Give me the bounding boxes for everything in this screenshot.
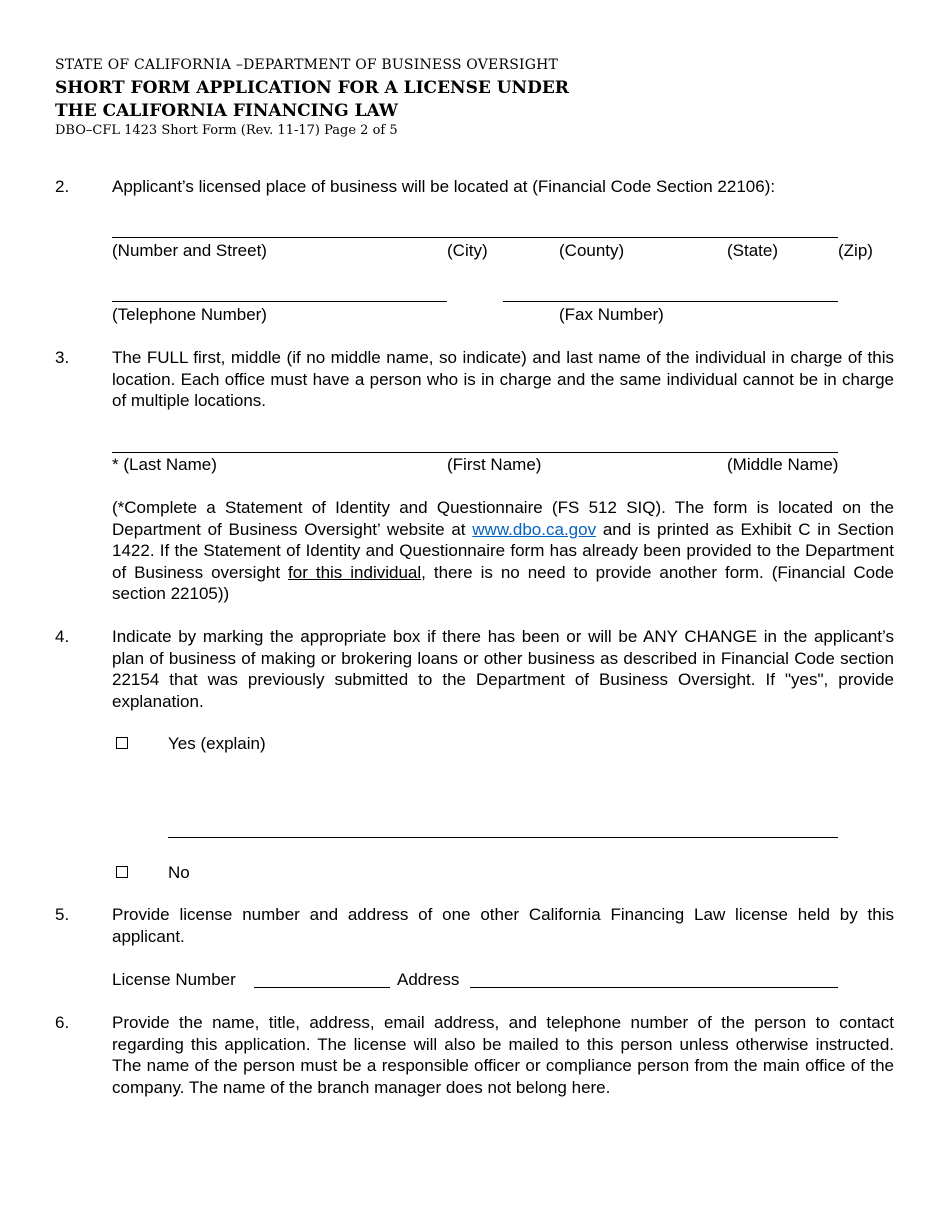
q3-note [112,497,894,605]
middle-name-label: (Middle Name) [727,455,839,474]
form-title-line1: SHORT FORM APPLICATION FOR A LICENSE UNDER [55,78,569,98]
fax-line[interactable] [503,301,838,302]
address-line[interactable] [112,237,838,238]
license-number-line[interactable] [254,987,390,988]
street-label: (Number and Street) [112,241,267,260]
state-label: (State) [727,241,779,260]
q5-number: 5. [55,905,70,924]
city-label: (City) [447,241,488,260]
license-number-label: License Number [112,970,236,989]
address-label: Address [397,970,460,989]
license-address-line[interactable] [470,987,838,988]
yes-label: Yes (explain) [168,734,266,753]
q4-text: Indicate by marking the appropriate box if there has been or will be ANY CHANGE in the applicant’s plan of business of making or brokering loans or other business as described in Financial Code section 22154 that was previously submitted to the Department of Business Oversight. If "yes", provide explanation. [112,627,894,711]
last-name-label: * (Last Name) [112,455,217,474]
q3-note-part2: and is printed as Exhibit C in Section 1422. If the Statement of Identity and Questionnaire form has already been provided to the Department of Business oversight [112,519,894,582]
q3-note-part3: , there is no need to provide another form. (Financial Code section 22105)) [112,562,894,603]
agency-header: STATE OF CALIFORNIA –DEPARTMENT OF BUSINESS OVERSIGHT [55,57,559,73]
q3-text: The FULL first, middle (if no middle name, so indicate) and last name of the individual in charge of this location. Each office must have a person who is in charge and the same individual cannot be in charge of multiple locations. [112,348,894,410]
no-checkbox[interactable] [116,866,128,878]
q6-number: 6. [55,1013,70,1032]
q4-number: 4. [55,627,70,646]
first-name-label: (First Name) [447,455,542,474]
telephone-line[interactable] [112,301,447,302]
explanation-line[interactable] [168,837,838,838]
q2-text: Applicant’s licensed place of business will be located at (Financial Code Section 22106): [112,177,776,196]
telephone-label: (Telephone Number) [112,305,267,324]
q3-number: 3. [55,348,70,367]
county-label: (County) [559,241,625,260]
q3-note-underlined: for this individual [288,562,422,582]
dbo-website-link[interactable]: www.dbo.ca.gov [472,519,597,539]
fax-label: (Fax Number) [559,305,664,324]
zip-label: (Zip) [838,241,873,260]
form-title-line2: THE CALIFORNIA FINANCING LAW [55,101,398,121]
q6-text: Provide the name, title, address, email address, and telephone number of the person to contact regarding this application. The license will also be mailed to this person unless otherwise instructed. The name of the person must be a responsible officer or compliance person from the main office of the company. The name of the branch manager does not belong here. [112,1013,894,1097]
q2-number: 2. [55,177,70,196]
yes-checkbox[interactable] [116,737,128,749]
q5-text: Provide license number and address of one other California Financing Law license held by this applicant. [112,905,894,946]
q3-note-part1: (*Complete a Statement of Identity and Questionnaire (FS 512 SIQ). The form is located on the Department of Business Oversight’ website at [112,498,894,539]
form-info: DBO–CFL 1423 Short Form (Rev. 11-17) Page 2 of 5 [55,123,398,138]
no-label: No [168,863,190,882]
name-line[interactable] [112,452,838,453]
